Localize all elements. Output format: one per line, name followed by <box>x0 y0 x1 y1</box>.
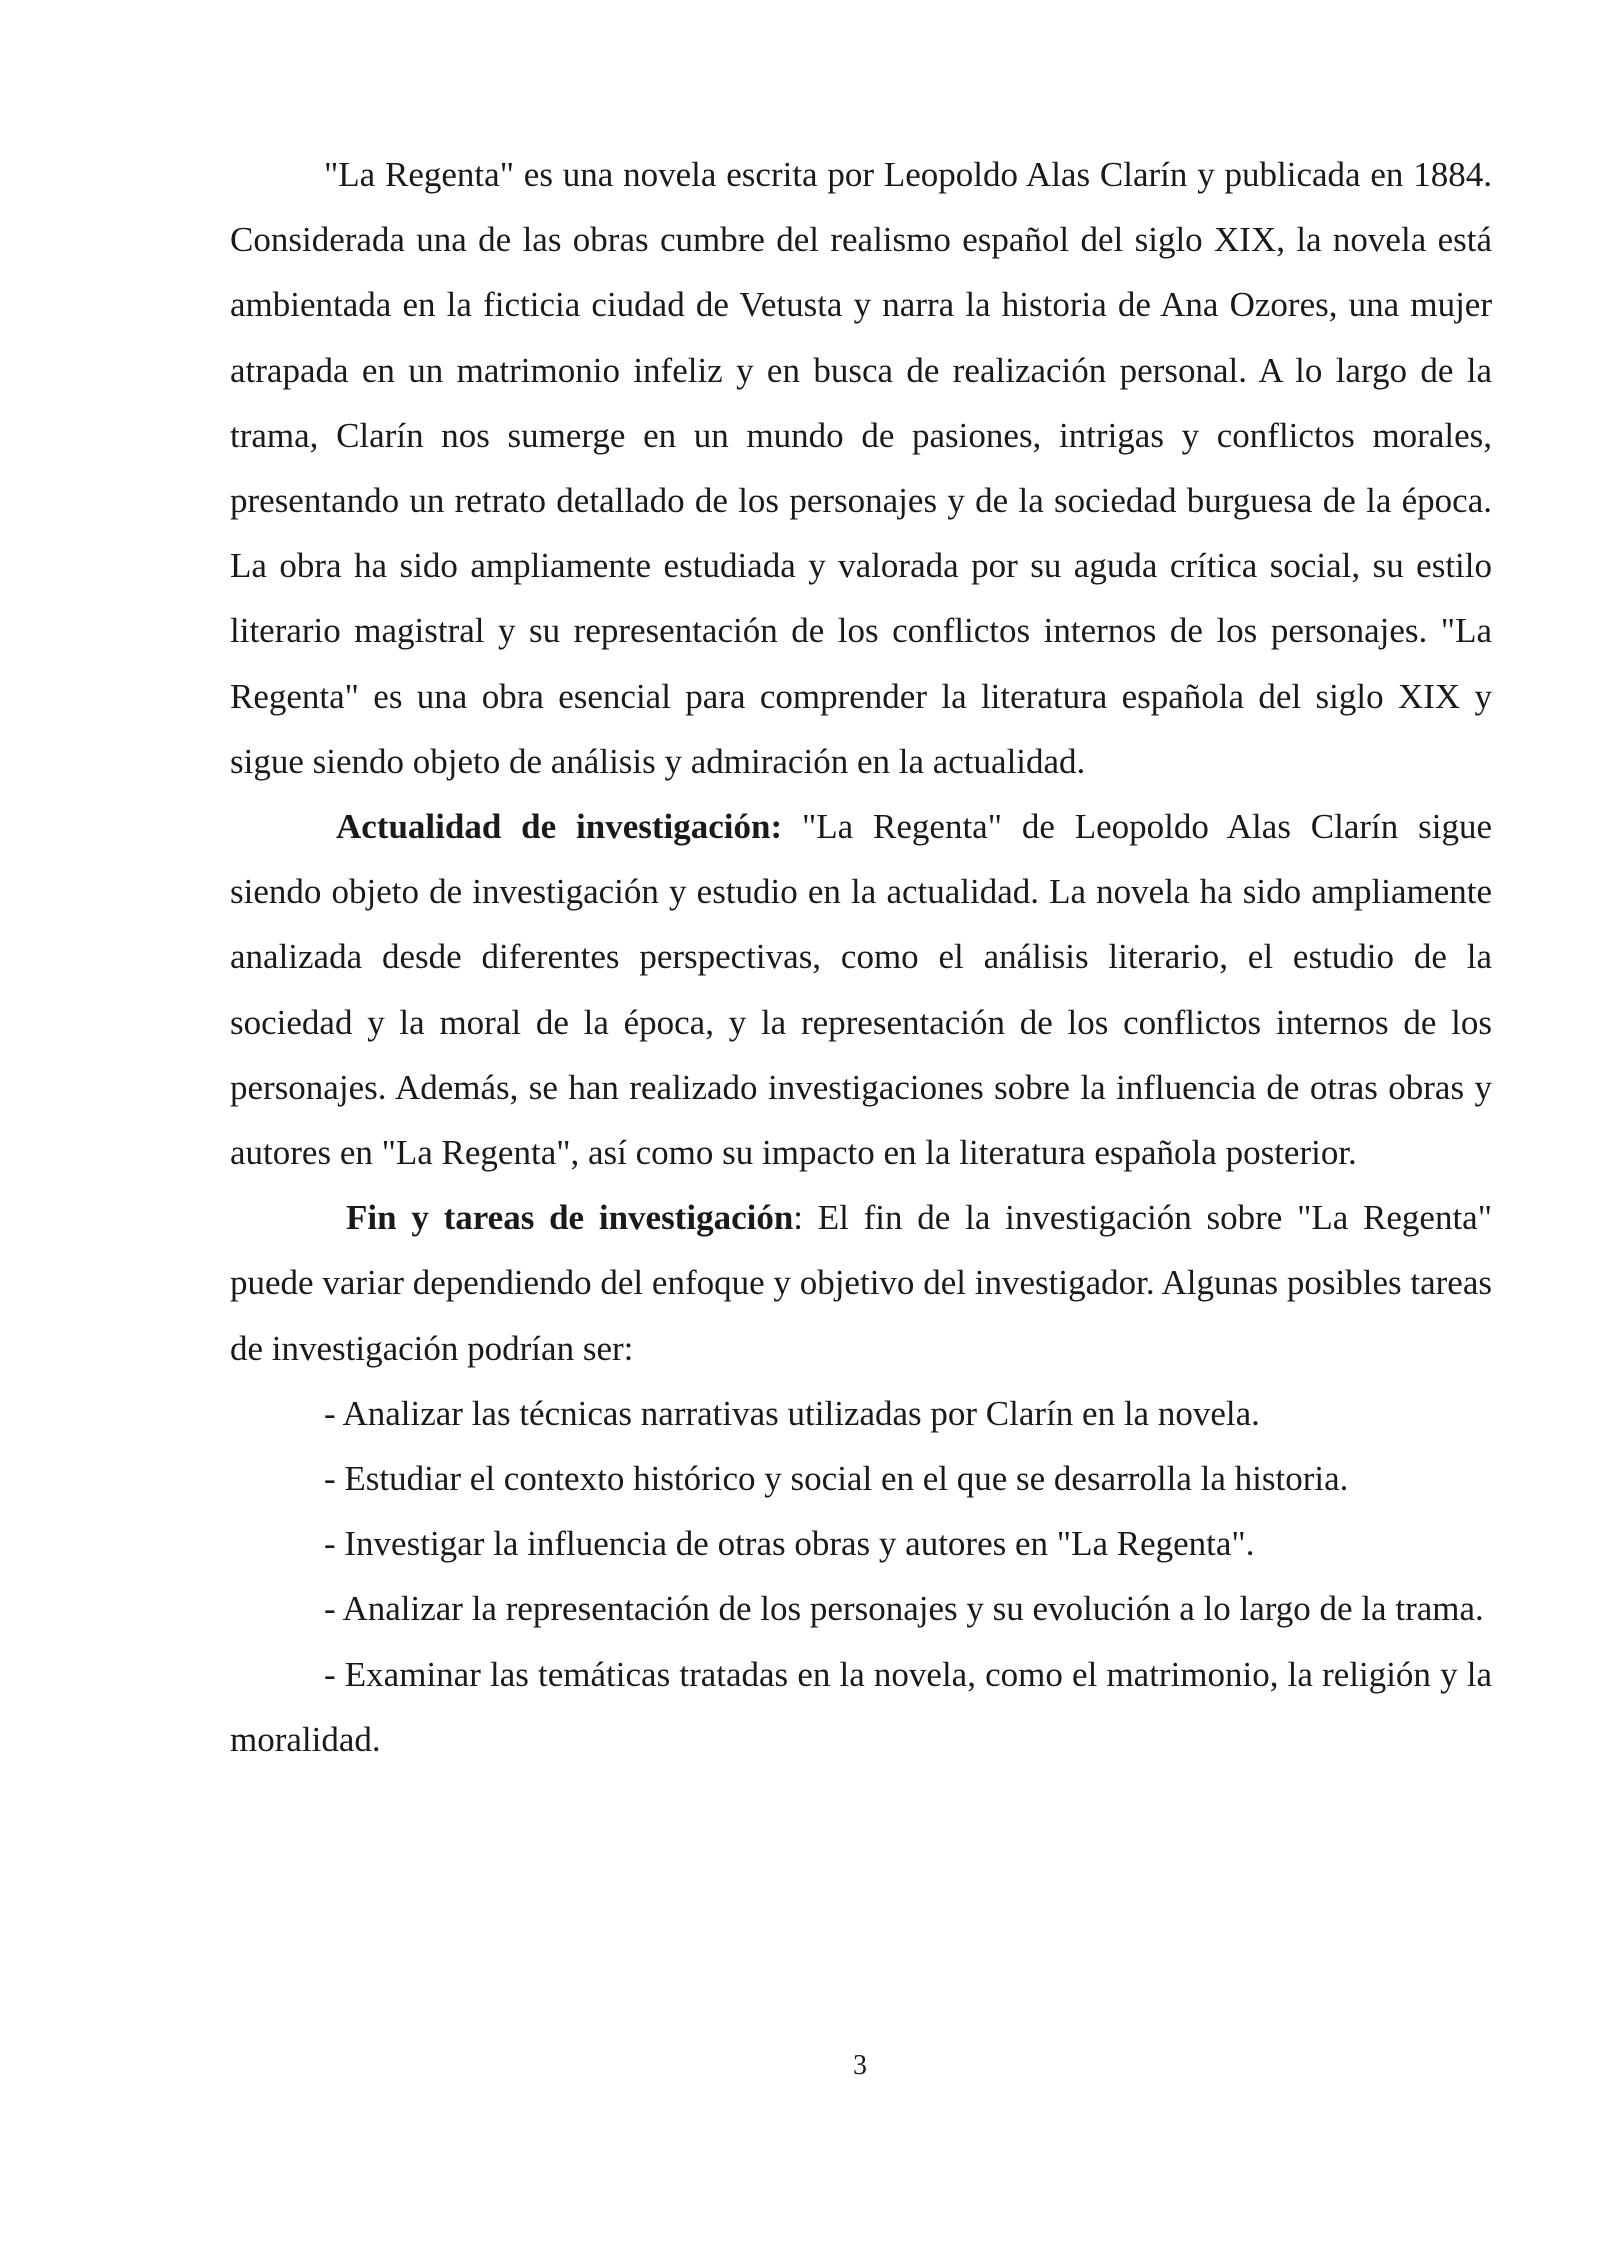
document-body <box>230 142 1492 1772</box>
paragraph-fin-tareas <box>230 1185 1492 1381</box>
paragraph-intro <box>230 142 1492 794</box>
page-number: 3 <box>853 2050 867 2081</box>
section-heading-actualidad: Actualidad de investigación: <box>336 807 783 847</box>
task-item: - Analizar las técnicas narrativas utilizadas por Clarín en la novela. <box>324 1393 1260 1433</box>
paragraph-actualidad-text: "La Regenta" de Leopoldo Alas Clarín sigue siendo objeto de investigación y estudio en la actualidad. La novela ha sido ampliamente analizada desde diferentes perspectivas, como el análisis literario, el estudio de la sociedad y la moral de la época, y la representación de los conflictos internos de los personajes. Además, se han realizado investigaciones sobre la influencia de otras obras y autores en "La Regenta", así como su impacto en la literatura española posterior. <box>230 807 1493 1173</box>
task-item: - Estudiar el contexto histórico y social en el que se desarrolla la historia. <box>324 1459 1349 1499</box>
section-heading-fin-tareas: Fin y tareas de investigación <box>346 1198 794 1238</box>
paragraph-intro-text: "La Regenta" es una novela escrita por Leopoldo Alas Clarín y publicada en 1884. Considerada una de las obras cumbre del realismo español del siglo XIX, la novela está ambientada en la ficticia ciudad de Vetusta y narra la historia de Ana Ozores, una mujer atrapada en un matrimonio infeliz y en busca de realización personal. A lo largo de la trama, Clarín nos sumerge en un mundo de pasiones, intrigas y conflictos morales, presentando un retrato detallado de los personajes y de la sociedad burguesa de la época. La obra ha sido ampliamente estudiada y valorada por su aguda crítica social, su estilo literario magistral y su representación de los conflictos internos de los personajes. "La Regenta" es una obra esencial para comprender la literatura española del siglo XIX y sigue siendo objeto de análisis y admiración en la actualidad. <box>230 155 1492 781</box>
paragraph-actualidad <box>230 794 1492 1185</box>
paragraph-fin-tareas-text: : El fin de la investigación sobre "La Regenta" puede variar dependiendo del enfoque y objetivo del investigador. Algunas posibles tareas de investigación podrían ser: <box>230 1198 1493 1368</box>
task-item: - Examinar las temáticas tratadas en la novela, como el matrimonio, la religión y la moralidad. <box>230 1654 1492 1759</box>
task-item: - Investigar la influencia de otras obras y autores en "La Regenta". <box>324 1524 1255 1564</box>
task-item: - Analizar la representación de los personajes y su evolución a lo largo de la trama. <box>324 1589 1484 1629</box>
